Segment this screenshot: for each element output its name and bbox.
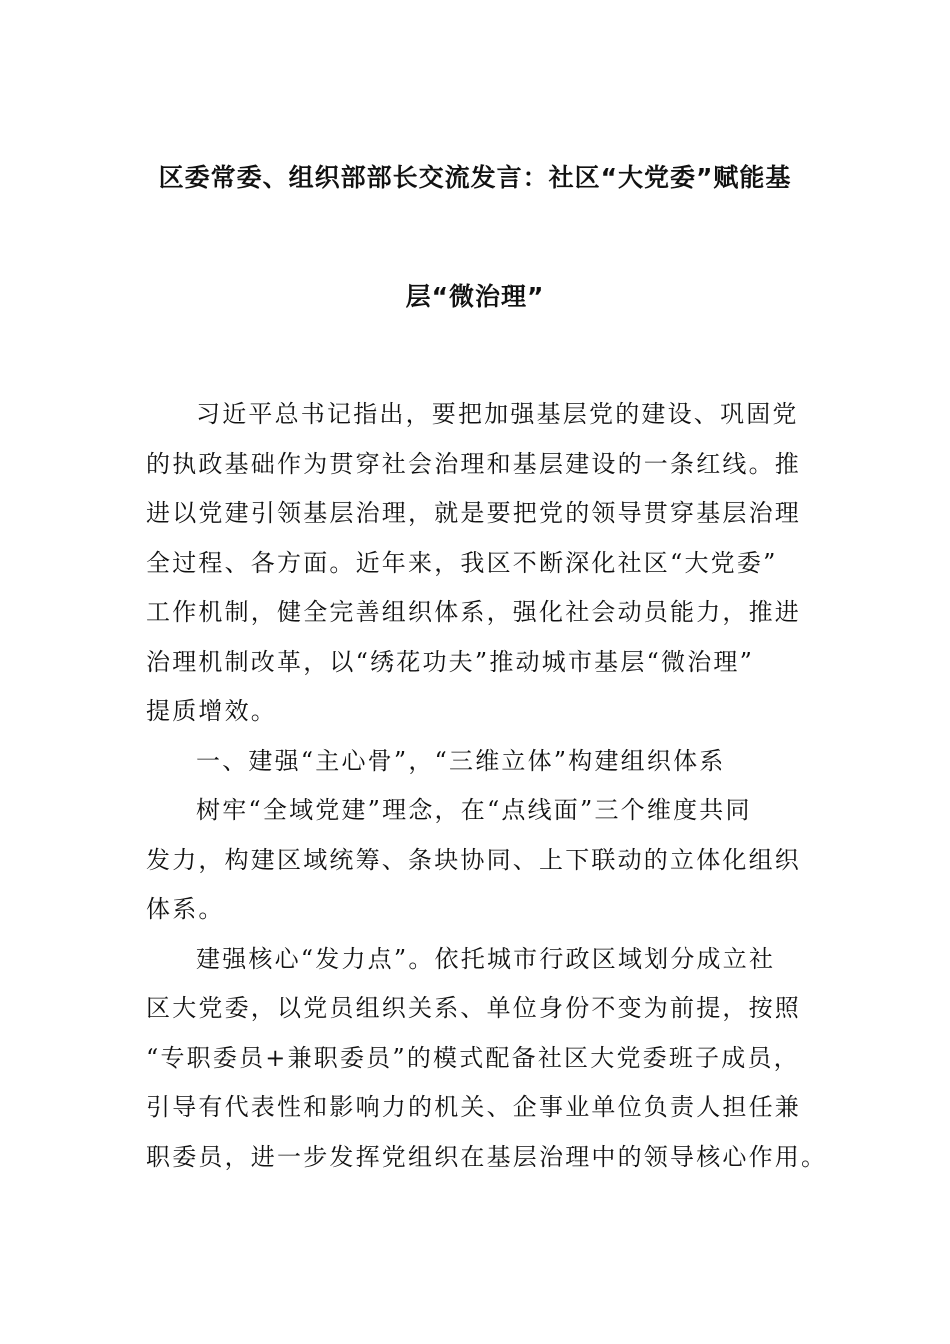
paragraph-line: “专职委员+兼职委员”的模式配备社区大党委班子成员， xyxy=(146,1043,800,1072)
paragraph-line: 建强核心“发力点”。依托城市行政区域划分成立社 xyxy=(196,944,776,973)
paragraph-line: 全过程、各方面。近年来，我区不断深化社区“大党委” xyxy=(146,548,778,577)
document-title-line-2: 层“微治理” xyxy=(405,282,545,311)
paragraph-section-intro xyxy=(146,786,806,935)
paragraph-line: 发力，构建区域统筹、条块协同、上下联动的立体化组织 xyxy=(146,845,801,874)
paragraph-line: 的执政基础作为贯穿社会治理和基层建设的一条红线。推 xyxy=(146,449,801,478)
document-body xyxy=(146,390,828,1182)
paragraph-core-point xyxy=(146,935,828,1183)
paragraph-line: 引导有代表性和影响力的机关、企事业单位负责人担任兼 xyxy=(146,1093,801,1121)
paragraph-line: 习近平总书记指出，要把加强基层党的建设、巩固党 xyxy=(196,400,799,428)
paragraph-intro xyxy=(146,390,806,737)
paragraph-line: 进以党建引领基层治理，就是要把党的领导贯穿基层治理 xyxy=(146,499,801,527)
document-title-line-1: 区委常委、组织部部长交流发言：社区“大党委”赋能基 xyxy=(158,163,792,192)
paragraph-line: 树牢“全域党建”理念，在“点线面”三个维度共同 xyxy=(196,796,752,824)
paragraph-line: 提质增效。 xyxy=(146,697,277,725)
paragraph-line: 体系。 xyxy=(146,895,225,923)
paragraph-line: 区大党委，以党员组织关系、单位身份不变为前提，按照 xyxy=(146,994,801,1022)
paragraph-line: 工作机制，健全完善组织体系，强化社会动员能力，推进 xyxy=(146,598,801,626)
section-heading-text: 一、建强“主心骨”，“三维立体”构建组织体系 xyxy=(196,746,726,775)
paragraph-line: 治理机制改革，以“绣花功夫”推动城市基层“微治理” xyxy=(146,647,755,676)
paragraph-line: 职委员，进一步发挥党组织在基层治理中的领导核心作用。 xyxy=(146,1142,828,1171)
section-heading-1 xyxy=(146,737,806,787)
